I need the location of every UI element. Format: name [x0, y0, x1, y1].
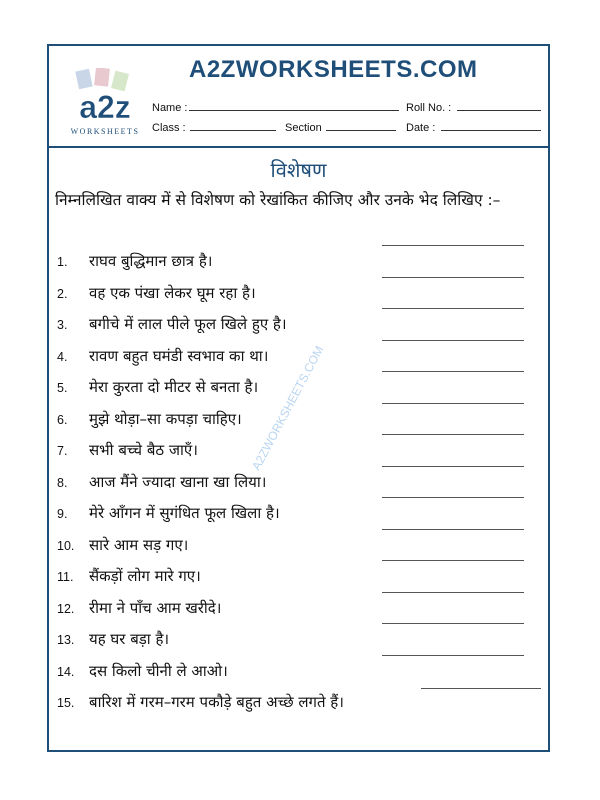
- question-text: मुझे थोड़ा–सा कपड़ा चाहिए।: [89, 409, 242, 428]
- question-number: 14.: [57, 664, 75, 679]
- answer-line[interactable]: [382, 529, 524, 530]
- site-title: A2ZWORKSHEETS.COM: [189, 56, 478, 83]
- question-text: सभी बच्चे बैठ जाएँ।: [89, 441, 198, 459]
- answer-line[interactable]: [382, 434, 524, 435]
- name-label: Name :: [152, 102, 188, 114]
- question-text: आज मैंने ज्यादा खाना खा लिया।: [89, 472, 267, 491]
- svg-text:a2z: a2z: [79, 89, 131, 125]
- question-text: दस किलो चीनी ले आओ।: [89, 661, 228, 680]
- question-text: रावण बहुत घमंडी स्वभाव का था।: [89, 346, 269, 365]
- section-field: [285, 122, 396, 134]
- section-label: Section: [285, 122, 322, 134]
- question-row: [49, 472, 549, 496]
- question-row: [49, 283, 549, 307]
- question-number: 9.: [57, 507, 68, 521]
- question-number: 8.: [57, 475, 68, 490]
- question-number: 2.: [57, 286, 68, 301]
- worksheet-frame: [47, 44, 550, 752]
- name-field: [152, 102, 399, 114]
- answer-line[interactable]: [382, 371, 524, 372]
- answer-line[interactable]: [382, 340, 524, 341]
- question-number: 12.: [57, 601, 75, 616]
- question-number: 15.: [57, 696, 75, 710]
- worksheet-header: [49, 46, 548, 148]
- question-row: [49, 566, 549, 590]
- worksheet-title: विशेषण: [270, 158, 327, 182]
- question-text: सारे आम सड़ गए।: [89, 535, 189, 554]
- question-text: मेरे आँगन में सुगंधित फूल खिला है।: [89, 504, 280, 522]
- question-text: बारिश में गरम–गरम पकौड़े बहुत अच्छे लगते हैं।: [89, 693, 344, 711]
- instruction-text: निम्नलिखित वाक्य में से विशेषण को रेखांकित कीजिए और उनके भेद लिखिए :–: [55, 191, 501, 209]
- question-number: 13.: [57, 633, 75, 647]
- question-row: [49, 409, 549, 433]
- answer-line[interactable]: [382, 497, 524, 498]
- date-field: [406, 122, 541, 134]
- question-text: यह घर बड़ा है।: [89, 630, 170, 648]
- svg-text:WORKSHEETS: WORKSHEETS: [70, 127, 140, 136]
- question-text: सैंकड़ों लोग मारे गए।: [89, 567, 201, 585]
- roll-label: Roll No. :: [406, 102, 452, 114]
- question-number: 3.: [57, 318, 68, 332]
- answer-line[interactable]: [382, 655, 524, 656]
- roll-field: [406, 102, 541, 114]
- question-number: 11.: [57, 570, 74, 584]
- answer-line[interactable]: [382, 623, 524, 624]
- question-row: [49, 251, 549, 275]
- answer-line[interactable]: [382, 308, 524, 309]
- question-row: [49, 314, 549, 338]
- question-row: [49, 346, 549, 370]
- question-number: 5.: [57, 381, 68, 395]
- question-text: रीमा ने पाँच आम खरीदे।: [89, 598, 222, 617]
- answer-line[interactable]: [382, 466, 524, 467]
- question-row: [49, 377, 549, 401]
- question-row: [49, 535, 549, 559]
- question-text: बगीचे में लाल पीले फूल खिले हुए है।: [89, 315, 287, 333]
- answer-line[interactable]: [382, 403, 524, 404]
- class-label: Class :: [152, 122, 186, 134]
- question-number: 1.: [57, 255, 68, 269]
- question-number: 7.: [57, 444, 68, 458]
- watermark: A2ZWORKSHEETS.COM: [249, 343, 327, 473]
- question-row: [49, 661, 549, 685]
- answer-line[interactable]: [382, 277, 524, 278]
- answer-line[interactable]: [421, 688, 541, 689]
- question-text: मेरा कुरता दो मीटर से बनता है।: [89, 378, 259, 396]
- question-text: राघव बुद्धिमान छात्र है।: [89, 252, 213, 270]
- answer-line[interactable]: [382, 560, 524, 561]
- question-row: [49, 503, 549, 527]
- question-row: [49, 598, 549, 622]
- date-label: Date :: [406, 122, 436, 134]
- question-number: 10.: [57, 538, 75, 553]
- answer-line[interactable]: [382, 592, 524, 593]
- question-number: 6.: [57, 412, 68, 427]
- a2z-logo: [59, 68, 151, 140]
- answer-line[interactable]: [382, 245, 524, 246]
- question-text: वह एक पंखा लेकर घूम रहा है।: [89, 283, 256, 302]
- question-number: 4.: [57, 349, 68, 364]
- class-field: [152, 122, 276, 134]
- question-row: [49, 692, 549, 716]
- question-row: [49, 440, 549, 464]
- question-row: [49, 629, 549, 653]
